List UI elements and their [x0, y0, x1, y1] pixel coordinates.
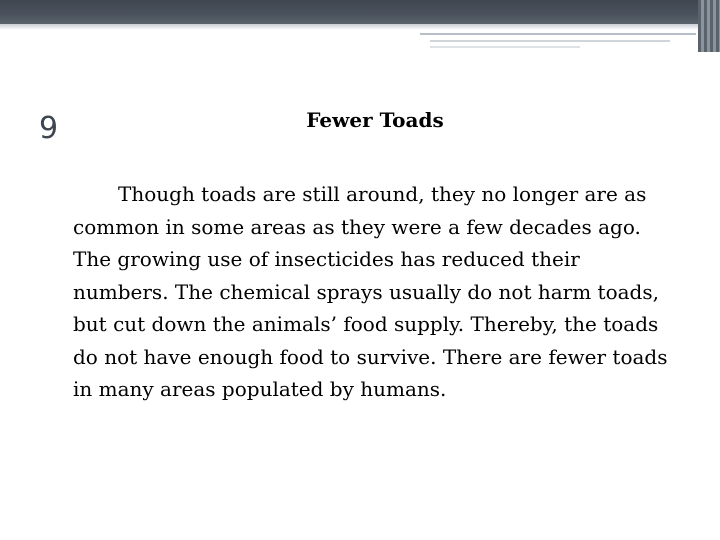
decorative-line [420, 33, 696, 35]
header-bar [0, 0, 720, 24]
slide-body-text: Though toads are still around, they no longer are as common in some areas as they were a few decades ago. The growing use of insecticides has reduced their numbers. The chemical sprays usually do not harm toads, but cut down the animals’ food supply. Thereby, the toads do not have enough food to survive. There are fewer toads in many areas populated by humans. [73, 182, 668, 401]
slide-title: Fewer Toads [306, 108, 444, 132]
slide-number: 9 [39, 111, 59, 146]
decorative-line [430, 40, 670, 42]
decorative-line [430, 46, 580, 48]
header-bar-shadow [0, 24, 720, 30]
header-edge-decoration [698, 0, 720, 52]
